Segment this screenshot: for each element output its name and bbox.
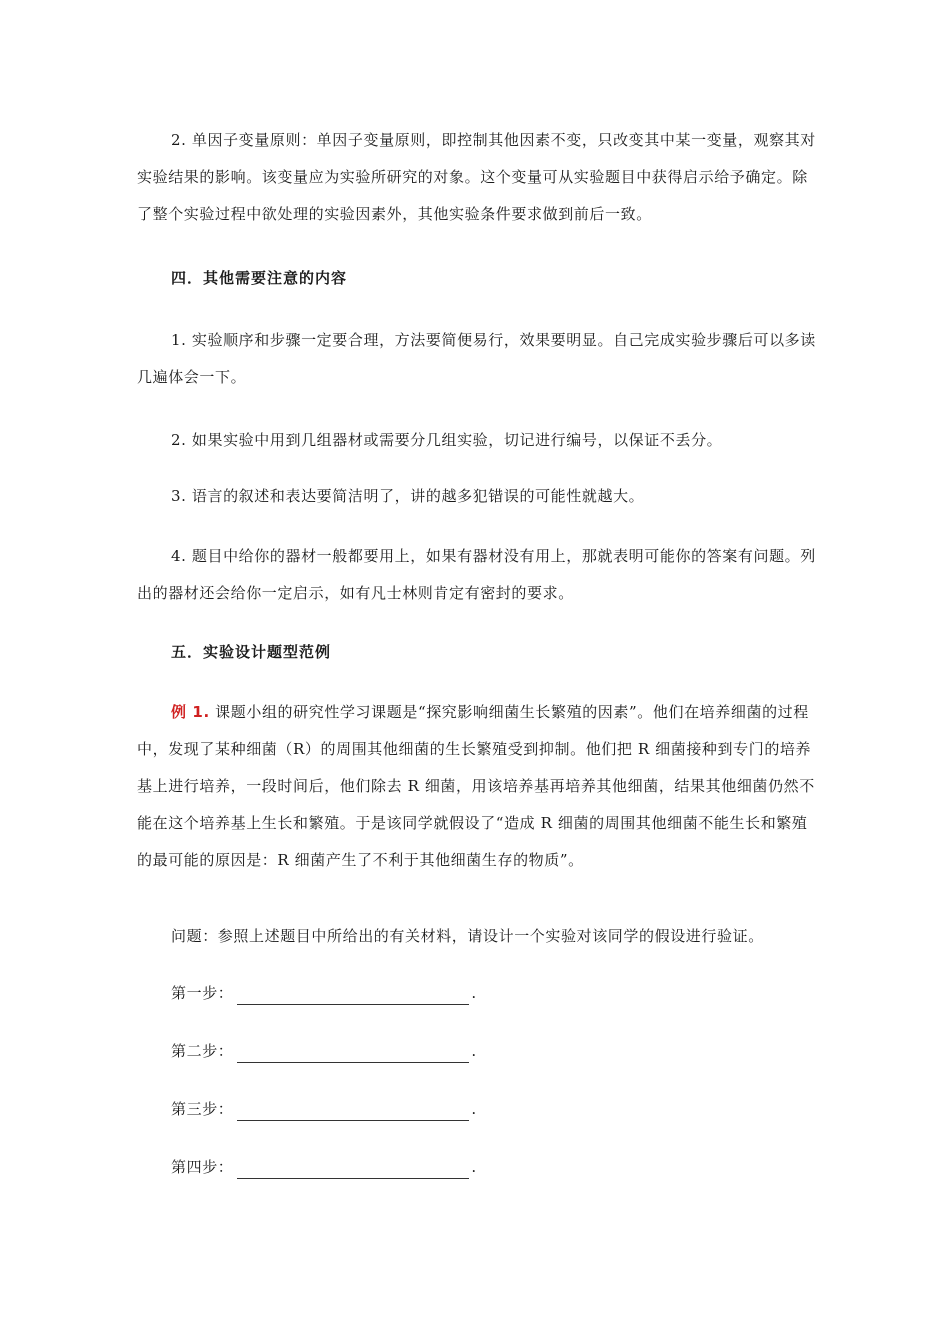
step-2-period: .: [471, 1042, 477, 1060]
step-4-line: [171, 1155, 477, 1179]
paragraph-note-2: 2. 如果实验中用到几组器材或需要分几组实验，切记进行编号，以保证不丢分。: [171, 431, 723, 449]
step-4-label: 第四步：: [171, 1158, 234, 1176]
step-2-label: 第二步：: [171, 1042, 234, 1060]
paragraph-note-4: 4. 题目中给你的器材一般都要用上，如果有器材没有用上，那就表明可能你的答案有问题。列出的器材还会给你一定启示，如有凡士林则肯定有密封的要求。: [137, 547, 816, 602]
example-label: 例 1.: [171, 703, 210, 721]
step-1-blank[interactable]: [237, 986, 469, 1005]
step-4-period: .: [471, 1158, 477, 1176]
step-3-blank[interactable]: [237, 1102, 469, 1121]
section-heading-4: 四．其他需要注意的内容: [171, 269, 348, 287]
step-3-line: [171, 1097, 477, 1121]
step-1-period: .: [471, 984, 477, 1002]
step-4-blank[interactable]: [237, 1160, 469, 1179]
section-heading-5: 五．实验设计题型范例: [171, 643, 332, 661]
example-paragraph: [137, 694, 817, 879]
question-paragraph: 问题：参照上述题目中所给出的有关材料，请设计一个实验对该同学的假设进行验证。: [171, 927, 764, 945]
step-3-period: .: [471, 1100, 477, 1118]
paragraph-single-factor-principle: 2. 单因子变量原则：单因子变量原则，即控制其他因素不变，只改变其中某一变量，观察其对实验结果的影响。该变量应为实验所研究的对象。这个变量可从实验题目中获得启示给予确定。除了整个实验过程中欲处理的实验因素外，其他实验条件要求做到前后一致。: [137, 131, 816, 223]
step-3-label: 第三步：: [171, 1100, 234, 1118]
paragraph-note-1: 1. 实验顺序和步骤一定要合理，方法要简便易行，效果要明显。自己完成实验步骤后可以多读几遍体会一下。: [137, 331, 816, 386]
example-text: 课题小组的研究性学习课题是“探究影响细菌生长繁殖的因素”。他们在培养细菌的过程中，发现了某种细菌（R）的周围其他细菌的生长繁殖受到抑制。他们把 R 细菌接种到专门的培养基上进行培养，一段时间后，他们除去 R 细菌，用该培养基再培养其他细菌，结果其他细菌仍然不能在这个培养基上生长和繁殖。于是该同学就假设了“造成 R 细菌的周围其他细菌不能生长和繁殖的最可能的原因是：R 细菌产生了不利于其他细菌生存的物质”。: [137, 703, 815, 869]
step-1-line: [171, 981, 477, 1005]
paragraph-note-3: 3. 语言的叙述和表达要简洁明了，讲的越多犯错误的可能性就越大。: [171, 487, 645, 505]
step-2-blank[interactable]: [237, 1044, 469, 1063]
step-1-label: 第一步：: [171, 984, 234, 1002]
step-2-line: [171, 1039, 477, 1063]
